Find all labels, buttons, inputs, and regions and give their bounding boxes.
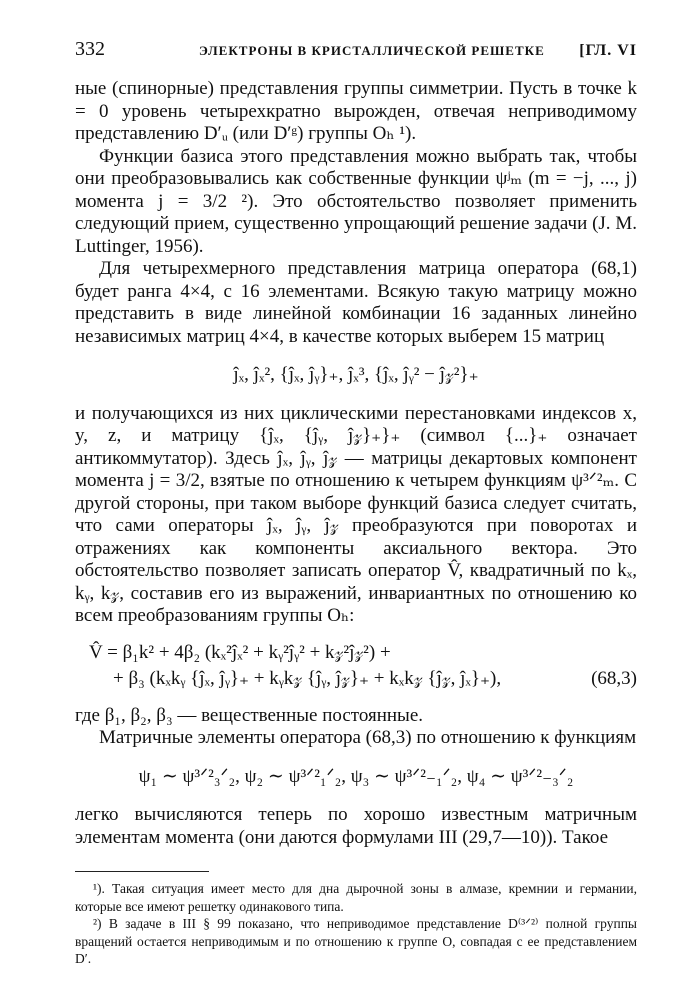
paragraph-7: легко вычисляются теперь по хорошо известным матричным элементам момента (они даются формулами III (29,7—10)). Такое xyxy=(75,804,637,848)
equation-68-3 xyxy=(75,642,637,691)
paragraph-1: ные (спинорные) представления группы симметрии. Пусть в точке k = 0 уровень четырехкратно вырожден, отвечая неприводимому представлению D′ᵤ (или D′ᵍ) группы Oₕ ¹). xyxy=(75,78,637,144)
equation-68-3-line-2: + β₃ (kₓkᵧ {ĵₓ, ĵᵧ}₊ + kᵧk𝓏 {ĵᵧ, ĵ𝓏}₊ + kₓk𝓏 {ĵ𝓏, ĵₓ}₊), xyxy=(113,668,502,689)
book-page xyxy=(75,38,637,968)
paragraph-3: Для четырехмерного представления матрица оператора (68,1) будет ранга 4×4, с 16 элементами. Всякую такую матрицу можно представить в виде линейной комбинации 16 заданных линейно независимых матриц 4×4, в качестве которых выберем 15 матриц xyxy=(75,258,637,347)
equation-68-3-line-1: V̂ = β₁k² + 4β₂ (kₓ²ĵₓ² + kᵧ²ĵᵧ² + k𝓏²ĵ𝓏²) + xyxy=(89,641,391,663)
page-header xyxy=(75,38,637,68)
page-number: 332 xyxy=(75,38,105,60)
footnote-2: ²) В задаче в III § 99 показано, что неприводимое представление D⁽³ᐟ²⁾ полной группы вращений остается неприводимым и по отношению к группе O, совпадая с ее представлением D′. xyxy=(75,916,637,966)
equation-number: (68,3) xyxy=(591,668,637,689)
paragraph-2: Функции базиса этого представления можно выбрать так, чтобы они преобразовывались как собственные функции ψʲₘ (m = −j, ..., j) момента j = 3/2 ²). Это обстоятельство позволяет применить следующий прием, существенно упрощающий решение задачи (J. M. Luttinger, 1956). xyxy=(75,145,637,257)
footnote-1: ¹). Такая ситуация имеет место для дна дырочной зоны в алмазе, кремнии и германии, которые все имеют решетку одинакового типа. xyxy=(75,881,637,914)
chapter-label: [ГЛ. VI xyxy=(579,42,637,59)
footnote-divider xyxy=(75,871,209,872)
equation-basis-functions: ψ₁ ∼ ψ³ᐟ²₃ᐟ₂, ψ₂ ∼ ψ³ᐟ²₁ᐟ₂, ψ₃ ∼ ψ³ᐟ²₋₁ᐟ₂, ψ₄ ∼ ψ³ᐟ²₋₃ᐟ₂ xyxy=(138,765,574,787)
running-title: ЭЛЕКТРОНЫ В КРИСТАЛЛИЧЕСКОЙ РЕШЕТКЕ xyxy=(199,43,545,58)
paragraph-6: Матричные элементы оператора (68,3) по отношению к функциям xyxy=(99,727,637,748)
paragraph-5: где β₁, β₂, β₃ — вещественные постоянные. xyxy=(75,704,424,726)
paragraph-4: и получающихся из них циклическими перестановками индексов x, y, z, и матрицу {ĵₓ, {ĵᵧ, ĵ𝓏}₊}₊ (символ {...}₊ означает антикоммутатор). Здесь ĵₓ, ĵᵧ, ĵ𝓏 — матрицы декартовых компонент момента j = 3/2, взятые по отношению к четырем функциям ψ³ᐟ²ₘ. С другой стороны, при таком выборе функций базиса следует считать, что сами операторы ĵₓ, ĵᵧ, ĵ𝓏 преобразуются при поворотах и отражениях как компоненты аксиального вектора. Это обстоятельство позволяет записать оператор V̂, квадратичный по kₓ, kᵧ, k𝓏, составив его из выражений, инвариантных по отношению ко всем преобразованиям группы Oₕ: xyxy=(75,402,637,626)
equation-matrices: ĵₓ, ĵₓ², {ĵₓ, ĵᵧ}₊, ĵₓ³, {ĵₓ, ĵᵧ² − ĵ𝓏²}₊ xyxy=(233,364,479,385)
